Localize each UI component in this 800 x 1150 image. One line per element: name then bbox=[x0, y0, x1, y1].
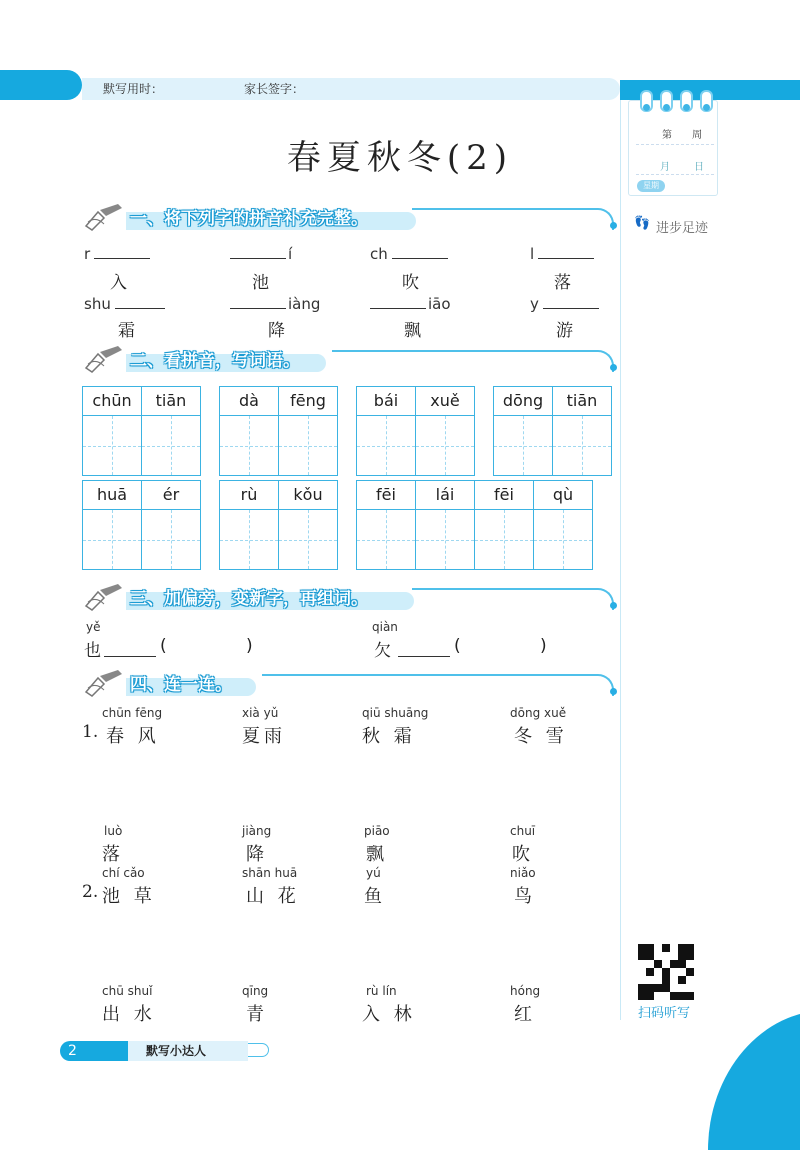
writing-grid[interactable]: bái xuě bbox=[356, 386, 475, 476]
pinyin: hóng bbox=[510, 984, 541, 998]
writing-grid[interactable]: rù kǒu bbox=[219, 480, 338, 570]
blank-shuang[interactable]: shu bbox=[84, 294, 165, 313]
footprint-icon: 👣 bbox=[634, 216, 651, 231]
pinyin-ye: yě bbox=[86, 620, 101, 634]
header-left-tab bbox=[0, 70, 82, 100]
writing-grid[interactable]: huā ér bbox=[82, 480, 201, 570]
writing-grid[interactable]: chūn tiān bbox=[82, 386, 201, 476]
word[interactable]: 入 林 bbox=[362, 1004, 416, 1025]
pinyin: qiū shuāng bbox=[362, 706, 429, 720]
word[interactable]: 红 bbox=[514, 1004, 536, 1025]
blank-luo[interactable]: l bbox=[530, 244, 594, 263]
book-title: 默写小达人 bbox=[128, 1041, 248, 1061]
pinyin: chí cǎo bbox=[102, 866, 145, 880]
blank-piao[interactable]: iāo bbox=[370, 294, 451, 313]
week-di: 第 bbox=[662, 130, 672, 141]
pinyin: xià yǔ bbox=[242, 706, 279, 720]
ring-icon bbox=[660, 90, 673, 112]
pinyin: luò bbox=[104, 824, 123, 838]
pinyin: yú bbox=[366, 866, 381, 880]
pencil-note-icon bbox=[82, 344, 126, 374]
margin-line bbox=[620, 100, 621, 1020]
ring-icon bbox=[700, 90, 713, 112]
footer-hook bbox=[248, 1043, 269, 1057]
hanzi: 入 bbox=[110, 273, 127, 293]
pinyin: shān huā bbox=[242, 866, 298, 880]
blank-r[interactable]: r bbox=[84, 244, 150, 263]
hanzi: 霜 bbox=[118, 321, 135, 341]
scan-to-listen-label: 扫码听写 bbox=[638, 1006, 691, 1021]
writing-grid[interactable]: fēi lái fēi qù bbox=[356, 480, 593, 570]
item-number: 1. bbox=[82, 722, 99, 742]
hanzi: 池 bbox=[252, 273, 269, 293]
pinyin: qīng bbox=[242, 984, 269, 998]
hanzi: 游 bbox=[556, 321, 573, 341]
word[interactable]: 鱼 bbox=[364, 886, 386, 907]
hanzi: 吹 bbox=[402, 273, 419, 293]
time-label: 默写用时： bbox=[103, 82, 164, 96]
word[interactable]: 池 草 bbox=[102, 886, 156, 907]
hanzi: 降 bbox=[268, 321, 285, 341]
weekday-badge: 星期 bbox=[637, 180, 665, 192]
word[interactable]: 春 风 bbox=[106, 726, 160, 747]
paren-close: ) bbox=[246, 636, 253, 656]
hanzi-ye: 也 bbox=[84, 641, 101, 661]
paren-close: ) bbox=[540, 636, 547, 656]
pencil-note-icon bbox=[82, 582, 126, 612]
pinyin: piāo bbox=[364, 824, 390, 838]
month-label: 月 bbox=[660, 162, 670, 173]
word[interactable]: 落 bbox=[102, 844, 124, 865]
word[interactable]: 山 花 bbox=[246, 886, 300, 907]
writing-grid[interactable]: dà fēng bbox=[219, 386, 338, 476]
pinyin: niǎo bbox=[510, 866, 536, 880]
word[interactable]: 吹 bbox=[512, 844, 534, 865]
pencil-note-icon bbox=[82, 202, 126, 232]
word[interactable]: 冬 雪 bbox=[514, 726, 568, 747]
parent-sign-label: 家长签字： bbox=[244, 82, 305, 96]
ring-icon bbox=[680, 90, 693, 112]
word[interactable]: 鸟 bbox=[514, 886, 536, 907]
pinyin-qian: qiàn bbox=[372, 620, 398, 634]
pinyin: chū shuǐ bbox=[102, 984, 153, 998]
paren-open: ( bbox=[454, 636, 461, 656]
answer-line[interactable] bbox=[104, 656, 156, 657]
hanzi: 飘 bbox=[404, 321, 421, 341]
writing-grid[interactable]: dōng tiān bbox=[493, 386, 612, 476]
word[interactable]: 夏雨 bbox=[242, 726, 286, 747]
paren-open: ( bbox=[160, 636, 167, 656]
word[interactable]: 青 bbox=[246, 1004, 268, 1025]
pinyin: rù lín bbox=[366, 984, 397, 998]
word[interactable]: 秋 霜 bbox=[362, 726, 416, 747]
qr-code-icon[interactable] bbox=[638, 944, 694, 1000]
word[interactable]: 出 水 bbox=[102, 1004, 156, 1025]
answer-line[interactable] bbox=[398, 656, 450, 657]
word[interactable]: 降 bbox=[246, 844, 268, 865]
blank-chi[interactable]: í bbox=[230, 244, 292, 263]
progress-label: 进步足迹 bbox=[656, 221, 709, 236]
item-number: 2. bbox=[82, 882, 99, 902]
hanzi: 落 bbox=[554, 273, 571, 293]
corner-decoration bbox=[708, 1010, 800, 1150]
blank-chui[interactable]: ch bbox=[370, 244, 448, 263]
word[interactable]: 飘 bbox=[366, 844, 388, 865]
page-number: 2 bbox=[60, 1041, 128, 1061]
pinyin: chūn fēng bbox=[102, 706, 163, 720]
hanzi-qian: 欠 bbox=[374, 641, 391, 661]
blank-jiang[interactable]: iàng bbox=[230, 294, 320, 313]
week-zhou: 周 bbox=[692, 130, 702, 141]
pinyin: chuī bbox=[510, 824, 536, 838]
pinyin: jiàng bbox=[242, 824, 272, 838]
page-title: 春夏秋冬(2) bbox=[286, 138, 514, 178]
ring-icon bbox=[640, 90, 653, 112]
day-label: 日 bbox=[694, 162, 704, 173]
pencil-note-icon bbox=[82, 668, 126, 698]
blank-you[interactable]: y bbox=[530, 294, 599, 313]
pinyin: dōng xuě bbox=[510, 706, 567, 720]
